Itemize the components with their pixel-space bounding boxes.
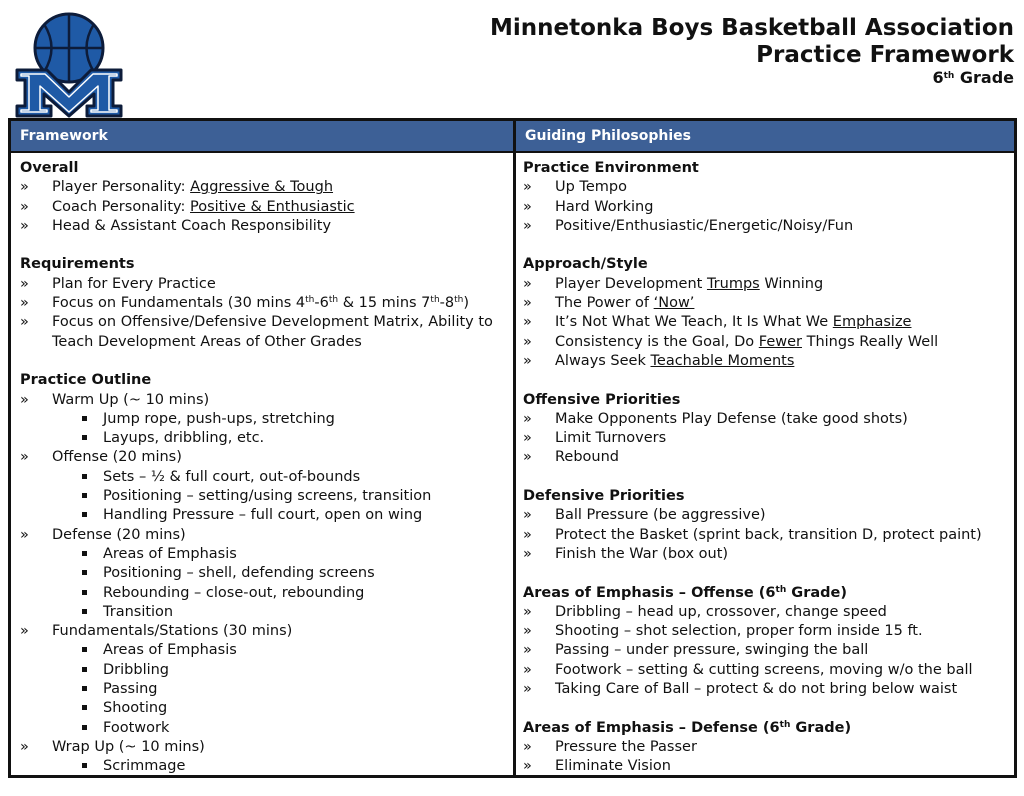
bullet-icon: » xyxy=(523,758,532,775)
section-title: Requirements xyxy=(20,256,135,273)
bullet-icon: » xyxy=(523,295,532,312)
list-item: » Footwork – setting & cutting screens, moving w/o the ball xyxy=(523,661,1011,680)
bullet-icon: » xyxy=(20,295,29,312)
square-bullet-icon xyxy=(82,609,87,614)
document-header xyxy=(0,0,1024,118)
sub-list-item: Handling Pressure – full court, open on wing xyxy=(20,506,508,525)
bullet-icon: » xyxy=(20,449,29,466)
list-item: » Consistency is the Goal, Do Fewer Things Really Well xyxy=(523,333,1011,352)
list-item: » Hard Working xyxy=(523,198,1011,217)
square-bullet-icon xyxy=(82,725,87,730)
square-bullet-icon xyxy=(82,686,87,691)
square-bullet-icon xyxy=(82,590,87,595)
sub-list-item: Layups, dribbling, etc. xyxy=(20,429,508,448)
bullet-icon: » xyxy=(20,198,29,215)
section-approach-style xyxy=(523,255,1011,371)
doc-title: Practice Framework xyxy=(756,42,1014,68)
bullet-icon: » xyxy=(523,275,532,292)
bullet-icon: » xyxy=(523,333,532,350)
square-bullet-icon xyxy=(82,512,87,517)
section-title: Approach/Style xyxy=(523,256,648,273)
bullet-icon: » xyxy=(523,526,532,543)
list-item: » Protect the Basket (sprint back, transition D, protect paint) xyxy=(523,526,1011,545)
bullet-icon: » xyxy=(20,314,29,331)
section-title: Overall xyxy=(20,160,79,176)
section-title: Areas of Emphasis – Defense (6th Grade) xyxy=(523,719,852,736)
column-header-framework: Framework xyxy=(20,128,108,144)
bullet-icon: » xyxy=(20,623,29,640)
square-bullet-icon xyxy=(82,435,87,440)
list-item: » Rebound xyxy=(523,448,1011,467)
list-item: » Taking Care of Ball – protect & do not bring below waist xyxy=(523,680,1011,699)
sub-list-item: Dribbling xyxy=(20,661,508,680)
sub-list-item: Areas of Emphasis xyxy=(20,641,508,660)
section-title: Areas of Emphasis – Offense (6th Grade) xyxy=(523,584,847,601)
square-bullet-icon xyxy=(82,667,87,672)
section-title: Practice Outline xyxy=(20,372,152,389)
sub-list-item: Jump rope, push-ups, stretching xyxy=(20,410,508,429)
list-item: » Head & Assistant Coach Responsibility xyxy=(20,217,508,236)
section-practice-environment xyxy=(523,159,1011,236)
bullet-icon: » xyxy=(523,642,532,659)
bullet-icon: » xyxy=(20,275,29,292)
section-overall xyxy=(20,159,508,236)
guiding-philosophies-column xyxy=(523,159,1011,796)
sub-list-item: Transition xyxy=(20,603,508,622)
bullet-icon: » xyxy=(523,410,532,427)
column-header-guiding-philosophies: Guiding Philosophies xyxy=(525,128,691,144)
bullet-icon: » xyxy=(523,449,532,466)
square-bullet-icon xyxy=(82,551,87,556)
section-practice-outline xyxy=(20,371,508,776)
list-item: » Focus on Offensive/Defensive Development Matrix, Ability to Teach Development Areas of Other Grades xyxy=(20,314,493,350)
list-item: » Passing – under pressure, swinging the ball xyxy=(523,641,1011,660)
framework-table xyxy=(8,118,1017,778)
list-item: » Coach Personality: Positive & Enthusiastic xyxy=(20,198,508,217)
square-bullet-icon xyxy=(82,474,87,479)
section-title: Defensive Priorities xyxy=(523,488,685,505)
list-item: » Pressure the Passer xyxy=(523,738,1011,757)
sub-list-item: Footwork xyxy=(20,719,508,738)
square-bullet-icon xyxy=(82,647,87,652)
section-title: Practice Environment xyxy=(523,160,699,176)
bullet-icon: » xyxy=(20,217,29,234)
list-item: » Positive/Enthusiastic/Energetic/Noisy/Fun xyxy=(523,217,1011,236)
sub-list-item: Areas of Emphasis xyxy=(20,545,508,564)
list-item: » Up Tempo xyxy=(523,178,1011,197)
list-item: » The Power of ‘Now’ xyxy=(523,294,1011,313)
list-item: » Always Seek Teachable Moments xyxy=(523,352,1011,371)
minnetonka-logo-icon xyxy=(14,12,124,118)
list-item: » Make Opponents Play Defense (take good shots) xyxy=(523,410,1011,429)
list-item: » Dribbling – head up, crossover, change speed xyxy=(523,603,1011,622)
list-item: » Player Personality: Aggressive & Tough xyxy=(20,178,508,197)
grade-subtitle: 6th Grade xyxy=(932,68,1014,87)
sub-list-item: Rebounding – close-out, rebounding xyxy=(20,584,508,603)
section-offensive-priorities xyxy=(523,391,1011,468)
bullet-icon: » xyxy=(523,507,532,524)
bullet-icon: » xyxy=(523,545,532,562)
square-bullet-icon xyxy=(82,705,87,710)
bullet-icon: » xyxy=(523,661,532,678)
square-bullet-icon xyxy=(82,570,87,575)
bullet-icon: » xyxy=(523,681,532,698)
bullet-icon: » xyxy=(523,738,532,755)
list-item: » Fundamentals/Stations (30 mins) xyxy=(20,622,508,641)
list-item: » Defense (20 mins) xyxy=(20,526,508,545)
list-item: » Wrap Up (~ 10 mins) xyxy=(20,738,508,757)
list-item: » Player Development Trumps Winning xyxy=(523,275,1011,294)
bullet-icon: » xyxy=(20,526,29,543)
column-divider xyxy=(513,121,516,775)
sub-list-item: Positioning – setting/using screens, transition xyxy=(20,487,508,506)
list-item: » Focus on Fundamentals (30 mins 4th-6th & 15 mins 7th-8th) xyxy=(20,294,508,313)
bullet-icon: » xyxy=(523,198,532,215)
bullet-icon: » xyxy=(523,217,532,234)
list-item: » Ball Pressure (be aggressive) xyxy=(523,506,1011,525)
square-bullet-icon xyxy=(82,763,87,768)
list-item: » Eliminate Vision xyxy=(523,757,1011,776)
list-item: » Shooting – shot selection, proper form inside 15 ft. xyxy=(523,622,1011,641)
bullet-icon: » xyxy=(523,179,532,196)
bullet-icon: » xyxy=(20,738,29,755)
bullet-icon: » xyxy=(523,623,532,640)
sub-list-item: Sets – ½ & full court, out-of-bounds xyxy=(20,468,508,487)
section-defensive-priorities xyxy=(523,487,1011,564)
title-block xyxy=(490,14,1014,88)
bullet-icon: » xyxy=(523,430,532,447)
square-bullet-icon xyxy=(82,416,87,421)
section-requirements xyxy=(20,255,508,351)
list-item: » Plan for Every Practice xyxy=(20,275,508,294)
bullet-icon: » xyxy=(523,314,532,331)
section-title: Offensive Priorities xyxy=(523,391,681,408)
bullet-icon: » xyxy=(523,603,532,620)
bullet-icon: » xyxy=(20,179,29,196)
bullet-icon: » xyxy=(20,391,29,408)
square-bullet-icon xyxy=(82,493,87,498)
bullet-icon: » xyxy=(523,352,532,369)
framework-column xyxy=(20,159,508,796)
sub-list-item: Scrimmage xyxy=(20,757,508,776)
list-item: » Offense (20 mins) xyxy=(20,448,508,467)
org-title: Minnetonka Boys Basketball Association xyxy=(490,15,1014,41)
section-emphasis-offense xyxy=(523,584,1011,700)
sub-list-item: Passing xyxy=(20,680,508,699)
list-item: » Finish the War (box out) xyxy=(523,545,1011,564)
list-item: » It’s Not What We Teach, It Is What We Emphasize xyxy=(523,313,1011,332)
sub-list-item: Positioning – shell, defending screens xyxy=(20,564,508,583)
list-item: » Warm Up (~ 10 mins) xyxy=(20,391,508,410)
list-item: » Limit Turnovers xyxy=(523,429,1011,448)
sub-list-item: Shooting xyxy=(20,699,508,718)
